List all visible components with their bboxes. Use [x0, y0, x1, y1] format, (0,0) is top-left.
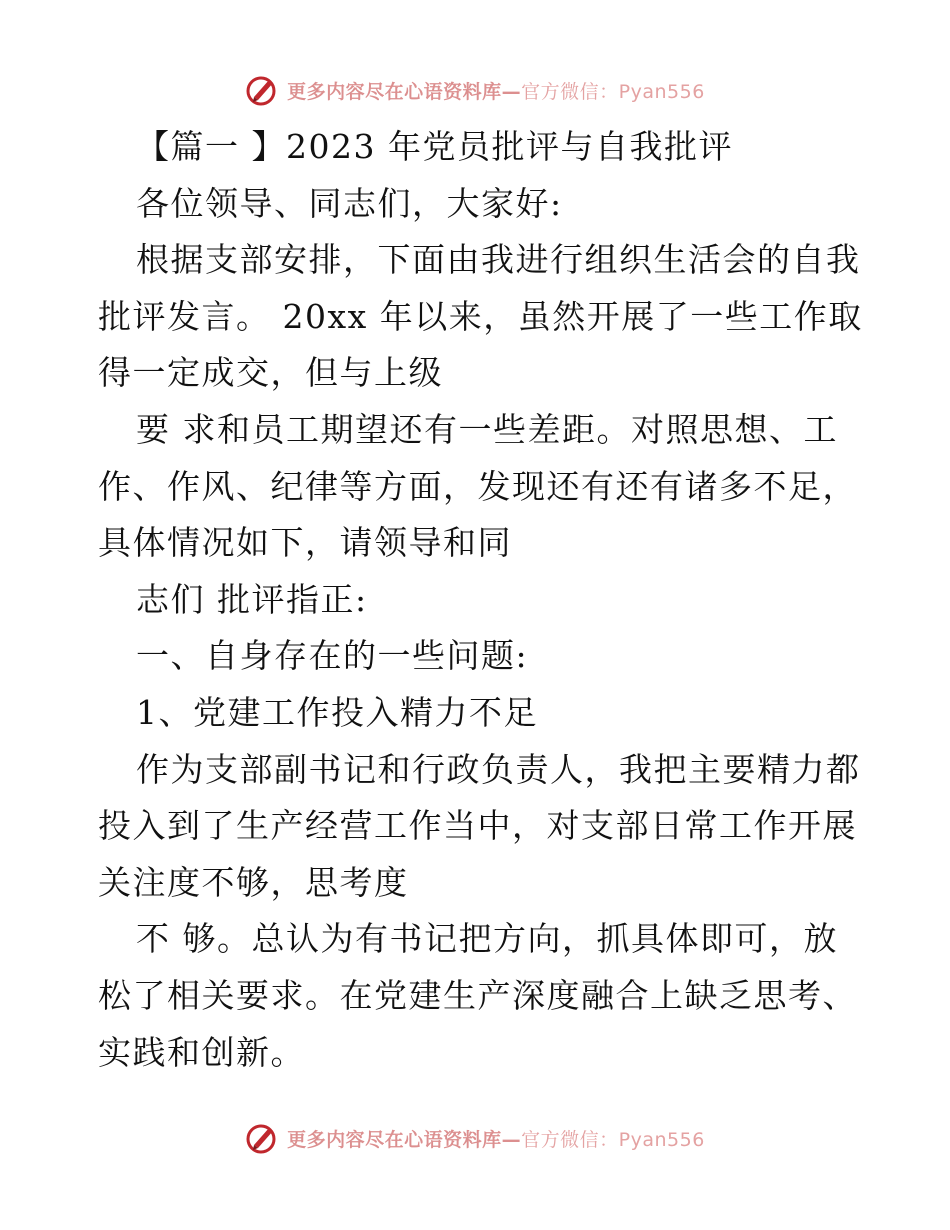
header-banner-contact: 官方微信：Pyan556	[521, 80, 705, 103]
document-title: 【篇一 】2023 年党员批评与自我批评	[136, 127, 733, 166]
paragraph-line: 根据支部安排，下面由我进行组织生活会的自我	[136, 240, 861, 280]
footer-banner-text	[287, 1125, 705, 1152]
paragraph-line: 得一定成交，但与上级	[98, 353, 443, 393]
footer-banner	[0, 1118, 950, 1158]
paragraph-line: 关注度不够，思考度	[98, 862, 409, 902]
paragraph-line: 投入到了生产经营工作当中，对支部日常工作开展	[98, 806, 857, 846]
document-body	[98, 119, 863, 1081]
paragraph-line: 松了相关要求。在党建生产深度融合上缺乏思考、	[98, 975, 857, 1015]
header-banner	[0, 70, 950, 110]
paragraph-line: 要 求和员工期望还有一些差距。对照思想、工	[136, 409, 838, 449]
footer-banner-title: 更多内容尽在心语资料库—	[287, 1128, 522, 1151]
paragraph-line: 各位领导、同志们，大家好:	[136, 183, 563, 223]
paragraph-line: 不 够。总认为有书记把方向，抓具体即可，放	[136, 919, 838, 959]
quill-pen-logo-icon	[245, 1121, 279, 1155]
paragraph-line: 志们 批评指正:	[136, 579, 368, 619]
footer-banner-contact: 官方微信：Pyan556	[521, 1128, 705, 1151]
paragraph-line: 实践和创新。	[98, 1032, 305, 1072]
header-banner-text	[287, 77, 705, 104]
paragraph-line: 作、作风、纪律等方面，发现还有还有诸多不足，	[98, 466, 857, 506]
header-banner-title: 更多内容尽在心语资料库—	[287, 80, 522, 103]
paragraph-line: 批评发言。 20xx 年以来，虽然开展了一些工作取	[98, 296, 863, 336]
quill-pen-logo-icon	[245, 73, 279, 107]
section-heading: 一、自身存在的一些问题:	[136, 636, 529, 676]
paragraph-line: 作为支部副书记和行政负责人，我把主要精力都	[136, 749, 861, 789]
paragraph-line: 具体情况如下，请领导和同	[98, 523, 512, 563]
subsection-heading: 1、党建工作投入精力不足	[136, 692, 538, 732]
